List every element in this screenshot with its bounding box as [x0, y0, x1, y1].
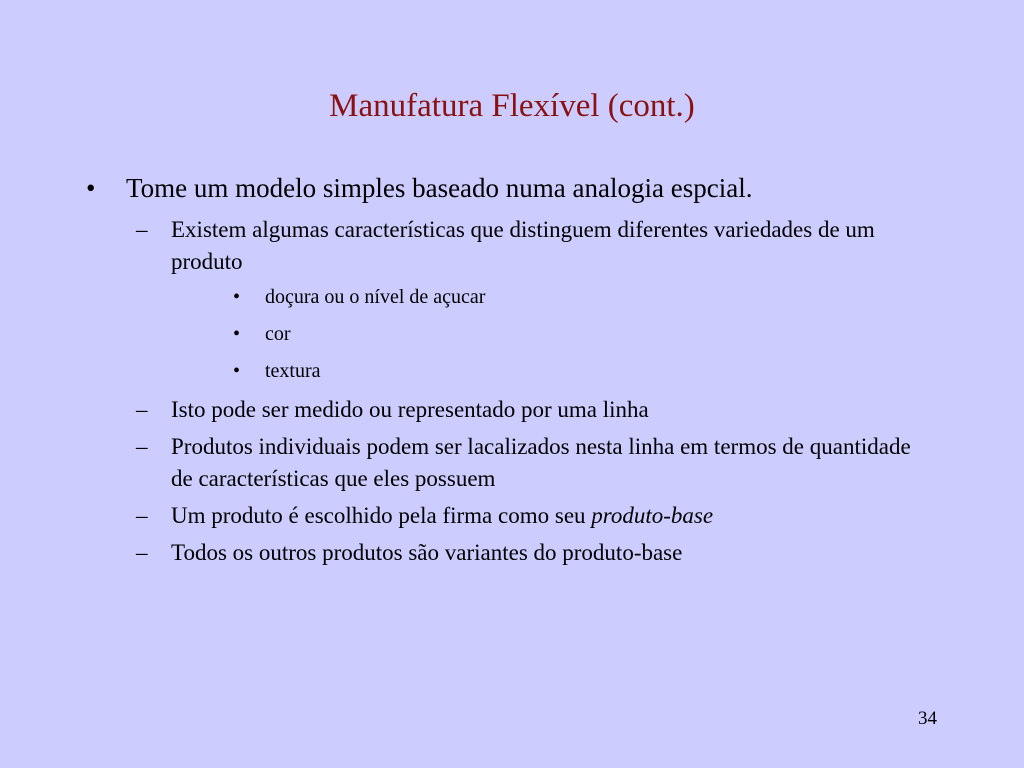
dash-icon: –: [136, 217, 148, 242]
emphasis-text: produto-base: [591, 503, 714, 528]
main-bullet-item: [86, 170, 946, 206]
sub-bullet-item: [136, 537, 916, 569]
sub-bullet-list: [136, 214, 946, 569]
sub-bullet-text: Produtos individuais podem ser lacalizados nesta linha em termos de quantidade de características que eles possuem: [171, 434, 911, 491]
page-number: 34: [918, 708, 937, 729]
slide-content: [86, 170, 946, 574]
nested-bullet-text: doçura ou o nível de açucar: [265, 286, 486, 308]
dash-icon: –: [136, 434, 148, 459]
nested-bullet-item: [233, 357, 946, 385]
bullet-icon: •: [86, 173, 96, 203]
nested-bullet-list: [233, 283, 946, 385]
sub-bullet-item: [136, 214, 916, 278]
nested-bullet-item: [233, 283, 946, 311]
nested-bullet-text: cor: [265, 323, 291, 345]
sub-bullet-item: [136, 500, 916, 532]
dash-icon: –: [136, 540, 148, 565]
main-bullet-text: Tome um modelo simples baseado numa analogia espcial.: [126, 173, 753, 203]
bullet-icon: •: [233, 286, 241, 308]
bullet-icon: •: [233, 323, 241, 345]
sub-bullet-item: [136, 431, 916, 495]
sub-bullet-text: Isto pode ser medido ou representado por uma linha: [171, 397, 649, 422]
nested-bullet-item: [233, 320, 946, 348]
dash-icon: –: [136, 397, 148, 422]
sub-bullet-text: Todos os outros produtos são variantes do produto-base: [171, 540, 683, 565]
sub-bullet-item: [136, 394, 916, 426]
sub-bullet-text: Existem algumas características que distinguem diferentes variedades de um produto: [171, 217, 875, 274]
nested-bullet-text: textura: [265, 360, 321, 382]
dash-icon: –: [136, 503, 148, 528]
slide-title: Manufatura Flexível (cont.): [329, 88, 695, 124]
sub-bullet-text-prefix: Um produto é escolhido pela firma como seu: [171, 503, 592, 528]
bullet-icon: •: [233, 360, 241, 382]
